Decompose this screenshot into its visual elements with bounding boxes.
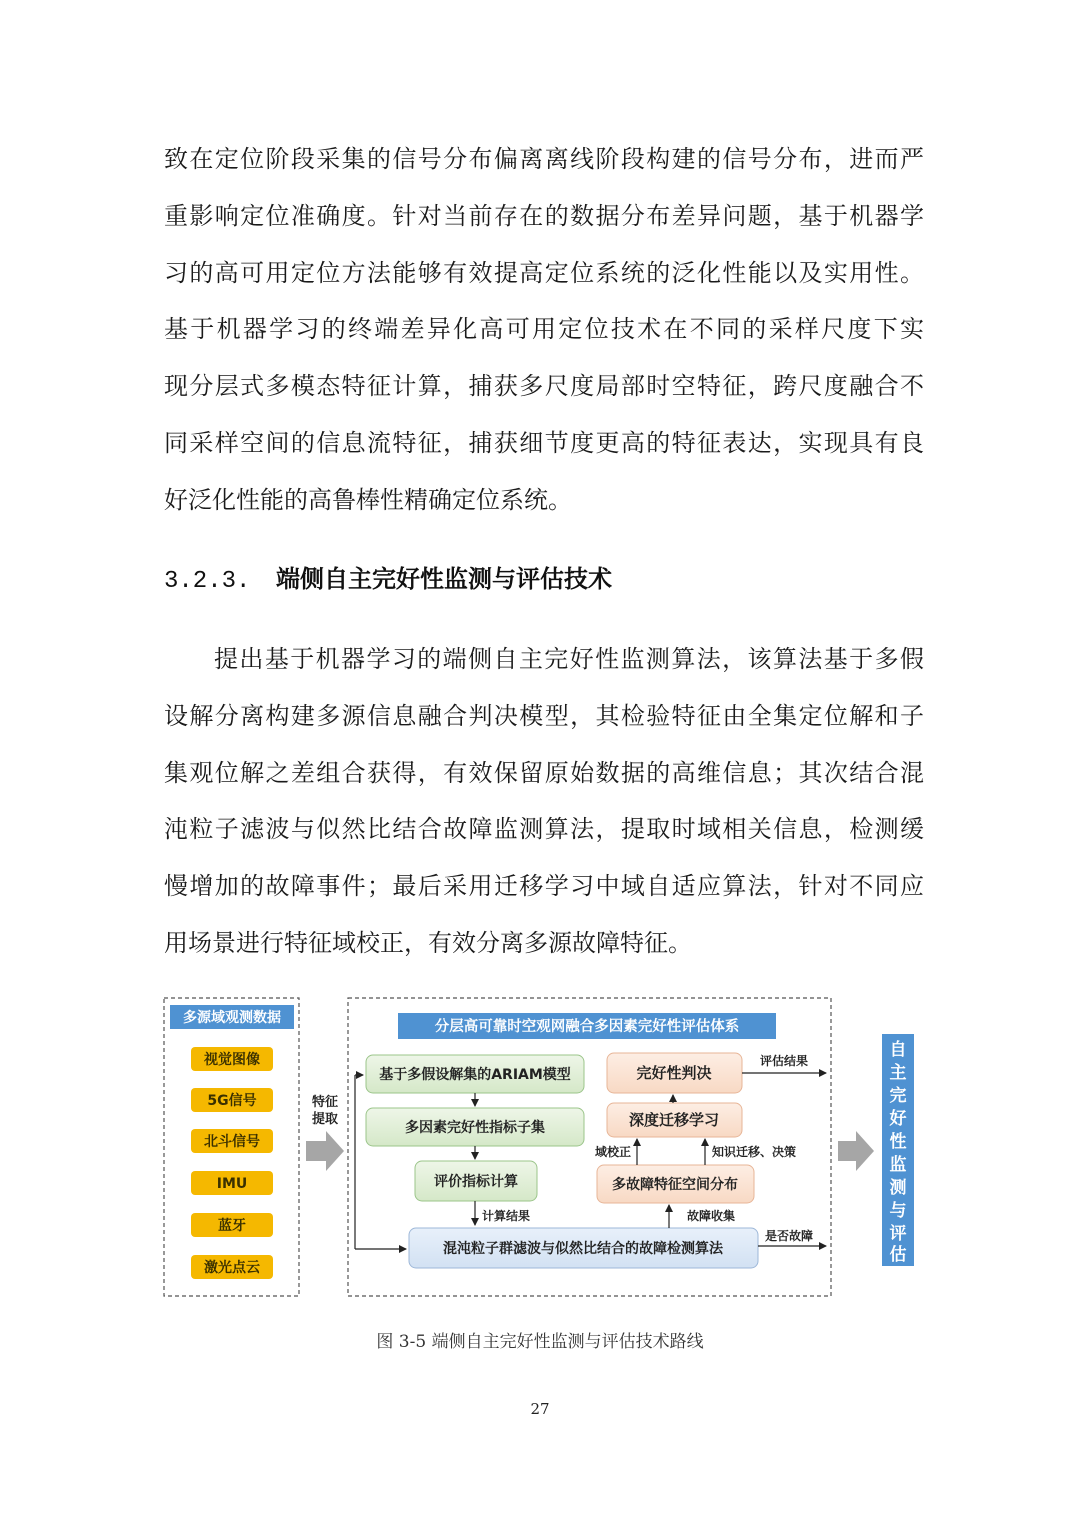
compute-box xyxy=(415,1161,537,1201)
paragraph-line: 致在定位阶段采集的信号分布偏离离线阶段构建的信号分布，进而严 xyxy=(164,145,924,173)
domain-correction-label: 域校正 xyxy=(594,1145,631,1159)
right-panel-char: 测 xyxy=(889,1178,907,1198)
right-panel-char: 主 xyxy=(889,1063,907,1083)
section-heading xyxy=(164,556,612,602)
paragraph-intro xyxy=(164,131,924,529)
left-panel-title: 多源域观测数据 xyxy=(183,1010,281,1026)
source-item-label: IMU xyxy=(216,1176,248,1192)
right-panel-char: 与 xyxy=(889,1201,907,1221)
system-panel-title: 分层高可靠时空观网融合多因素完好性评估体系 xyxy=(434,1019,740,1035)
source-item-label: 蓝牙 xyxy=(218,1218,246,1234)
paragraph-line: 集观位解之差组合获得，有效保留原始数据的高维信息；其次结合混 xyxy=(164,758,924,787)
transfer-box-label: 深度迁移学习 xyxy=(628,1111,720,1129)
right-panel-char: 监 xyxy=(889,1155,907,1175)
is-fault-label: 是否故障 xyxy=(765,1229,814,1243)
source-item xyxy=(191,1129,273,1153)
paragraph-line: 重影响定位准确度。针对当前存在的数据分布差异问题，基于机器学 xyxy=(164,201,924,230)
diagram-svg xyxy=(160,994,920,1304)
right-panel-char: 完 xyxy=(889,1086,907,1106)
source-item-label: 北斗信号 xyxy=(204,1134,260,1150)
output-arrow-icon xyxy=(838,1131,874,1171)
paragraph-method xyxy=(164,631,924,972)
section-title: 端侧自主完好性监测与评估技术 xyxy=(276,565,612,593)
source-item-label: 5G信号 xyxy=(207,1093,257,1109)
right-panel-char: 自 xyxy=(889,1040,907,1060)
chaos-filter-box xyxy=(409,1228,758,1268)
source-item xyxy=(191,1255,273,1279)
eval-result-label: 评估结果 xyxy=(760,1054,809,1068)
section-number: 3.2.3. xyxy=(164,568,251,595)
ariam-box-label: 基于多假设解集的ARIAM模型 xyxy=(379,1067,571,1083)
paragraph-line: 现分层式多模态特征计算，捕获多尺度局部时空特征，跨尺度融合不 xyxy=(164,372,924,401)
knowledge-label: 知识迁移、决策 xyxy=(712,1145,797,1159)
source-item-label: 激光点云 xyxy=(204,1260,260,1276)
calc-result-label: 计算结果 xyxy=(482,1209,531,1223)
paragraph-line: 设解分离构建多源信息融合判决模型，其检验特征由全集定位解和子 xyxy=(164,701,924,730)
feature-label-line1: 特征 xyxy=(311,1095,339,1110)
page-number: 27 xyxy=(530,1400,550,1418)
paragraph-line: 基于机器学习的终端差异化高可用定位技术在不同的采样尺度下实 xyxy=(164,315,924,344)
paragraph-line: 提出基于机器学习的端侧自主完好性监测算法，该算法基于多假 xyxy=(214,645,924,673)
right-panel-char: 估 xyxy=(882,1244,914,1266)
judge-box xyxy=(607,1053,742,1093)
fault-collect-label: 故障收集 xyxy=(687,1209,736,1223)
source-item xyxy=(191,1088,273,1112)
paragraph-line: 好泛化性能的高鲁棒性精确定位系统。 xyxy=(164,485,572,514)
source-item xyxy=(191,1213,273,1237)
right-panel-char: 性 xyxy=(889,1132,907,1152)
subset-box xyxy=(366,1108,584,1146)
paragraph-line: 慢增加的故障事件；最后采用迁移学习中域自适应算法，针对不同应 xyxy=(164,872,924,901)
feature-arrow-icon xyxy=(306,1131,344,1171)
right-panel-char: 好 xyxy=(889,1109,907,1129)
chaos-filter-label: 混沌粒子群滤波与似然比结合的故障检测算法 xyxy=(443,1241,723,1257)
subset-box-label: 多因素完好性指标子集 xyxy=(405,1120,545,1136)
feature-label-line2: 提取 xyxy=(311,1112,339,1127)
right-panel-char: 评 xyxy=(889,1224,907,1244)
source-item xyxy=(191,1171,273,1195)
source-item-label: 视觉图像 xyxy=(204,1052,260,1068)
fault-space-label: 多故障特征空间分布 xyxy=(612,1177,738,1193)
source-item xyxy=(191,1047,273,1071)
fault-space-box xyxy=(597,1165,754,1203)
figure-caption: 图 3-5 端侧自主完好性监测与评估技术路线 xyxy=(376,1332,704,1352)
judge-box-label: 完好性判决 xyxy=(636,1064,712,1082)
paragraph-line: 习的高可用定位方法能够有效提高定位系统的泛化性能以及实用性。 xyxy=(164,258,924,287)
paragraph-line: 沌粒子滤波与似然比结合故障监测算法，提取时域相关信息，检测缓 xyxy=(164,815,924,844)
ariam-box xyxy=(366,1055,584,1093)
transfer-box xyxy=(607,1103,742,1137)
paragraph-line: 同采样空间的信息流特征，捕获细节度更高的特征表达，实现具有良 xyxy=(164,428,924,457)
compute-box-label: 评价指标计算 xyxy=(434,1174,518,1190)
figure-diagram xyxy=(160,994,920,1304)
paragraph-line: 用场景进行特征域校正，有效分离多源故障特征。 xyxy=(164,928,692,957)
